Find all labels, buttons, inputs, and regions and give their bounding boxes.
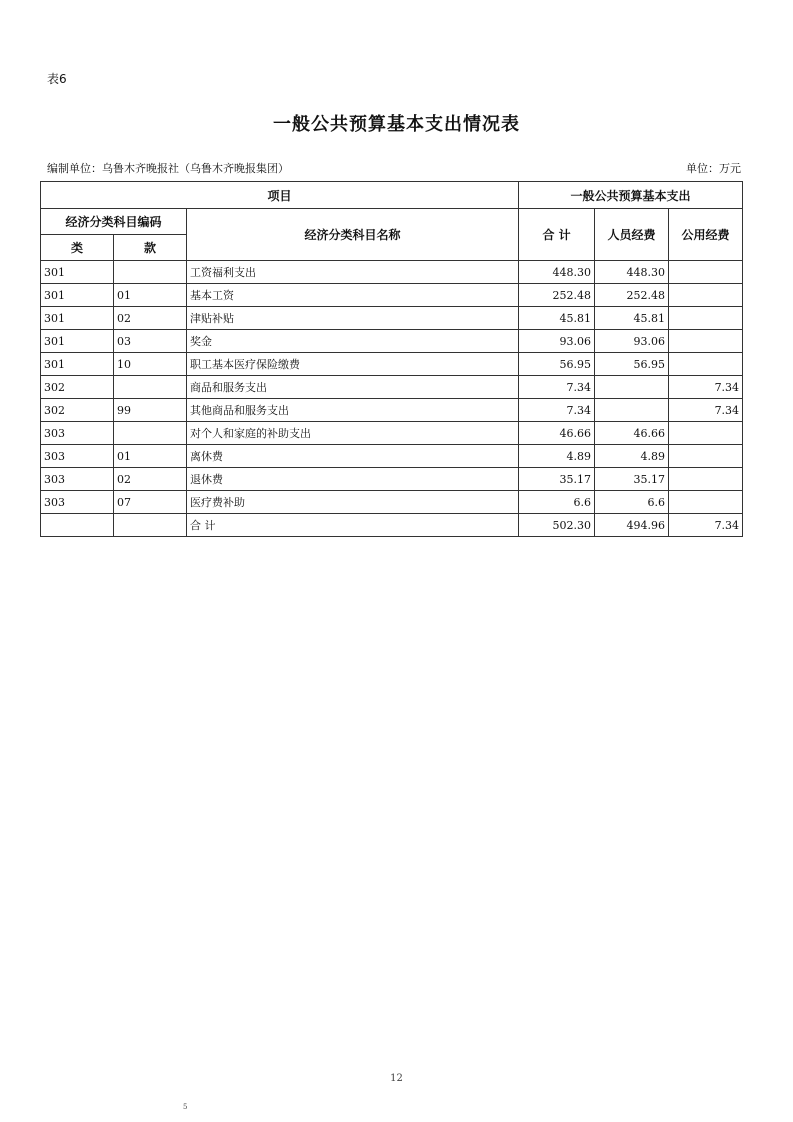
cell-item bbox=[114, 422, 187, 445]
table-row bbox=[41, 376, 743, 399]
cell-item: 03 bbox=[114, 330, 187, 353]
cell-class: 301 bbox=[41, 307, 114, 330]
totals-row bbox=[41, 514, 743, 537]
cell-class: 301 bbox=[41, 261, 114, 284]
sheet-number: 表6 bbox=[47, 72, 67, 86]
cell-name: 工资福利支出 bbox=[187, 261, 519, 284]
cell-personnel: 252.48 bbox=[595, 284, 669, 307]
table-body bbox=[41, 261, 743, 514]
cell-personnel: 93.06 bbox=[595, 330, 669, 353]
cell-name: 其他商品和服务支出 bbox=[187, 399, 519, 422]
totals-class bbox=[41, 514, 114, 537]
cell-name: 奖金 bbox=[187, 330, 519, 353]
table-row bbox=[41, 422, 743, 445]
cell-class: 301 bbox=[41, 353, 114, 376]
totals-personnel: 494.96 bbox=[595, 514, 669, 537]
cell-personnel: 46.66 bbox=[595, 422, 669, 445]
header-item: 款 bbox=[114, 235, 187, 261]
header-total: 合 计 bbox=[519, 209, 595, 261]
cell-class: 303 bbox=[41, 468, 114, 491]
cell-public bbox=[669, 307, 743, 330]
totals-total: 502.30 bbox=[519, 514, 595, 537]
cell-class: 301 bbox=[41, 284, 114, 307]
cell-public bbox=[669, 284, 743, 307]
header-project: 项目 bbox=[41, 182, 519, 209]
cell-personnel bbox=[595, 399, 669, 422]
cell-total: 252.48 bbox=[519, 284, 595, 307]
budget-table bbox=[40, 181, 743, 537]
cell-public bbox=[669, 445, 743, 468]
cell-personnel: 6.6 bbox=[595, 491, 669, 514]
table-row bbox=[41, 261, 743, 284]
cell-total: 56.95 bbox=[519, 353, 595, 376]
cell-total: 4.89 bbox=[519, 445, 595, 468]
cell-item bbox=[114, 261, 187, 284]
cell-total: 45.81 bbox=[519, 307, 595, 330]
cell-name: 商品和服务支出 bbox=[187, 376, 519, 399]
cell-public bbox=[669, 353, 743, 376]
cell-total: 35.17 bbox=[519, 468, 595, 491]
cell-public: 7.34 bbox=[669, 399, 743, 422]
table-row bbox=[41, 445, 743, 468]
cell-class: 302 bbox=[41, 399, 114, 422]
cell-name: 离休费 bbox=[187, 445, 519, 468]
header-budget: 一般公共预算基本支出 bbox=[519, 182, 743, 209]
organization-label: 编制单位：乌鲁木齐晚报社（乌鲁木齐晚报集团） bbox=[47, 162, 289, 175]
cell-name: 退休费 bbox=[187, 468, 519, 491]
cell-name: 对个人和家庭的补助支出 bbox=[187, 422, 519, 445]
table-row bbox=[41, 330, 743, 353]
footnote-mark: 5 bbox=[183, 1103, 188, 1111]
cell-class: 303 bbox=[41, 491, 114, 514]
cell-class: 303 bbox=[41, 422, 114, 445]
cell-public bbox=[669, 468, 743, 491]
table-row bbox=[41, 491, 743, 514]
cell-total: 7.34 bbox=[519, 376, 595, 399]
cell-item: 10 bbox=[114, 353, 187, 376]
table-row bbox=[41, 468, 743, 491]
cell-personnel: 448.30 bbox=[595, 261, 669, 284]
cell-item: 01 bbox=[114, 284, 187, 307]
cell-public bbox=[669, 422, 743, 445]
totals-label: 合 计 bbox=[187, 514, 519, 537]
cell-item: 99 bbox=[114, 399, 187, 422]
table-row bbox=[41, 307, 743, 330]
header-class: 类 bbox=[41, 235, 114, 261]
table-row bbox=[41, 399, 743, 422]
cell-name: 基本工资 bbox=[187, 284, 519, 307]
totals-item bbox=[114, 514, 187, 537]
cell-personnel: 4.89 bbox=[595, 445, 669, 468]
cell-name: 医疗费补助 bbox=[187, 491, 519, 514]
header-econ-name: 经济分类科目名称 bbox=[187, 209, 519, 261]
cell-name: 职工基本医疗保险缴费 bbox=[187, 353, 519, 376]
table-row bbox=[41, 353, 743, 376]
cell-public bbox=[669, 330, 743, 353]
cell-personnel: 45.81 bbox=[595, 307, 669, 330]
cell-total: 6.6 bbox=[519, 491, 595, 514]
totals-public: 7.34 bbox=[669, 514, 743, 537]
cell-class: 301 bbox=[41, 330, 114, 353]
cell-total: 7.34 bbox=[519, 399, 595, 422]
cell-total: 448.30 bbox=[519, 261, 595, 284]
cell-personnel: 35.17 bbox=[595, 468, 669, 491]
cell-item: 02 bbox=[114, 307, 187, 330]
cell-public: 7.34 bbox=[669, 376, 743, 399]
header-econ-code: 经济分类科目编码 bbox=[41, 209, 187, 235]
page-number: 12 bbox=[390, 1073, 403, 1084]
cell-item: 07 bbox=[114, 491, 187, 514]
cell-class: 303 bbox=[41, 445, 114, 468]
cell-personnel bbox=[595, 376, 669, 399]
cell-item: 02 bbox=[114, 468, 187, 491]
cell-personnel: 56.95 bbox=[595, 353, 669, 376]
cell-item bbox=[114, 376, 187, 399]
cell-item: 01 bbox=[114, 445, 187, 468]
header-personnel: 人员经费 bbox=[595, 209, 669, 261]
cell-total: 46.66 bbox=[519, 422, 595, 445]
unit-label: 单位：万元 bbox=[686, 162, 741, 175]
cell-public bbox=[669, 491, 743, 514]
cell-name: 津贴补贴 bbox=[187, 307, 519, 330]
cell-public bbox=[669, 261, 743, 284]
cell-class: 302 bbox=[41, 376, 114, 399]
cell-total: 93.06 bbox=[519, 330, 595, 353]
table-row bbox=[41, 284, 743, 307]
page-title: 一般公共预算基本支出情况表 bbox=[273, 114, 520, 135]
header-public: 公用经费 bbox=[669, 209, 743, 261]
